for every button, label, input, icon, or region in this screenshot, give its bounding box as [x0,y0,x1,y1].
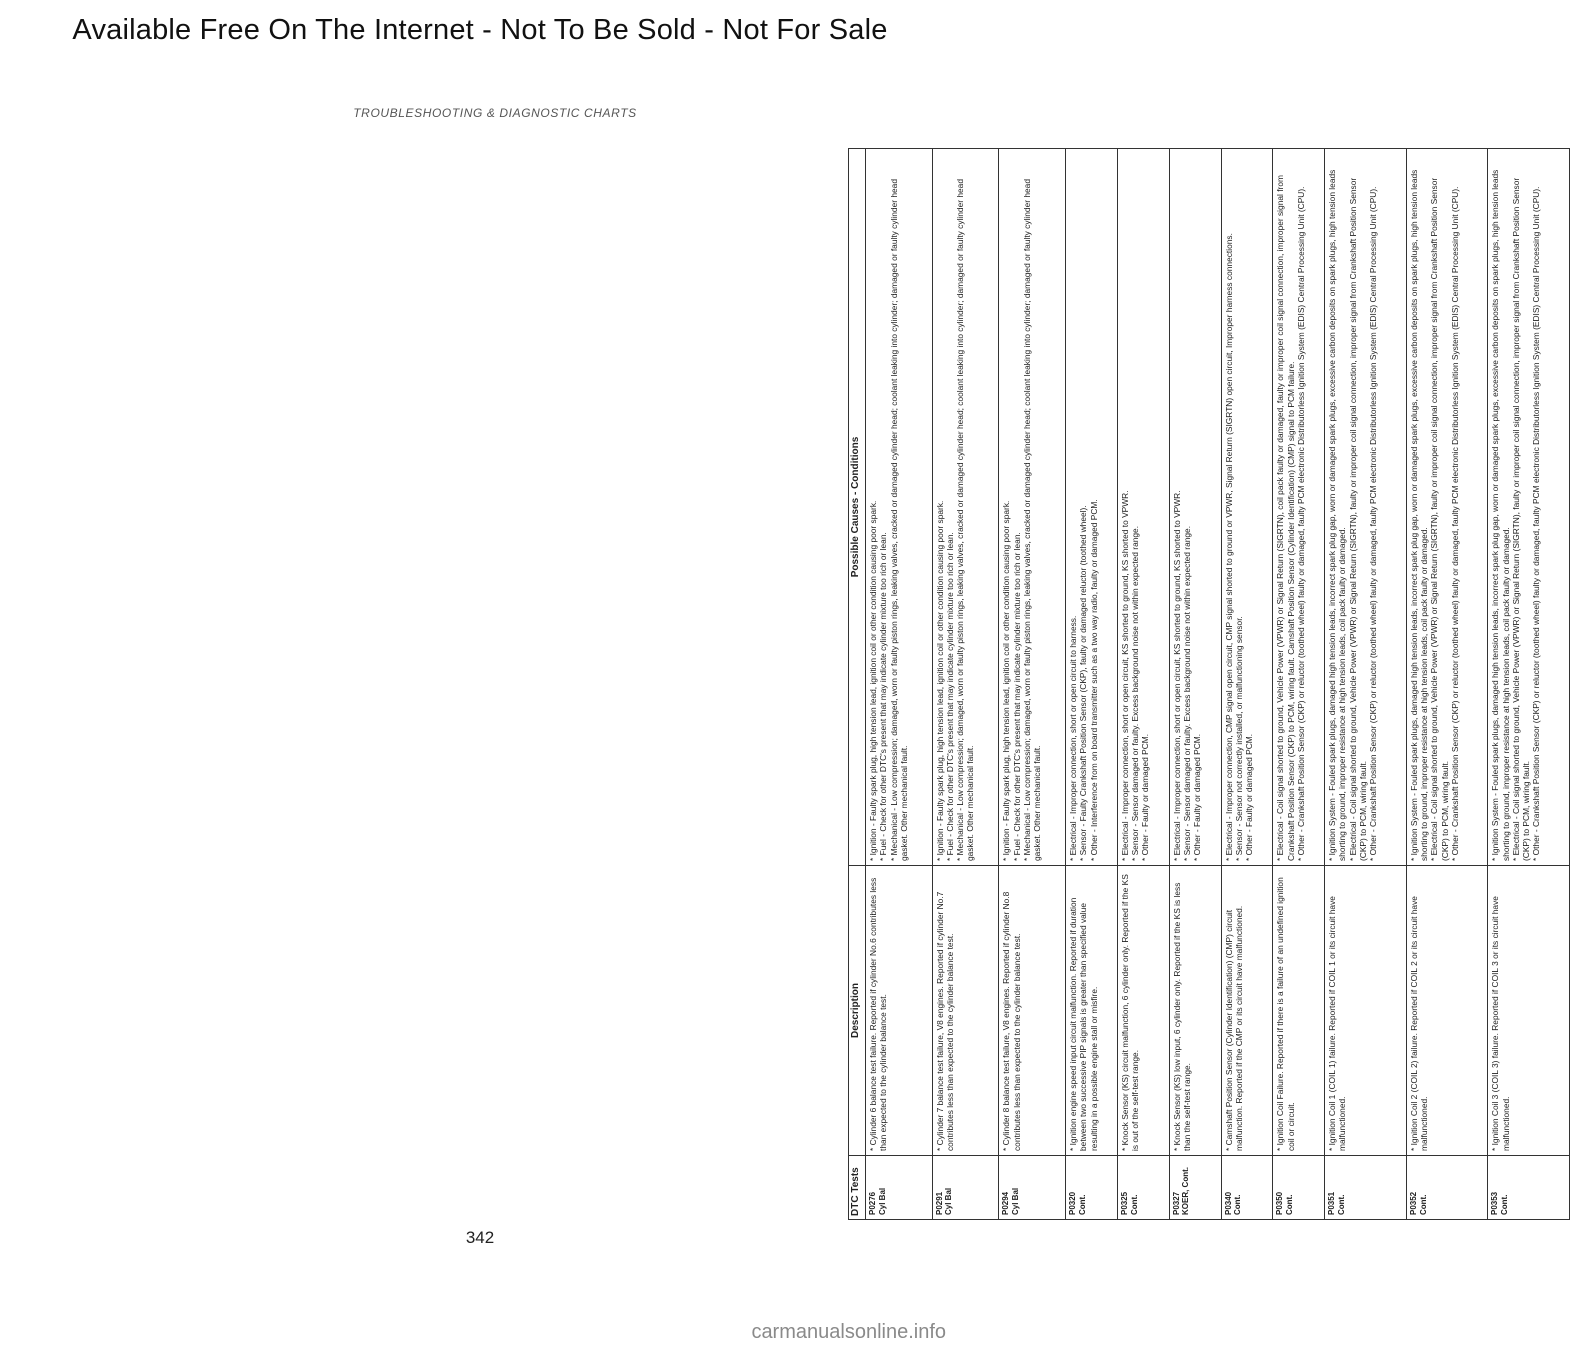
cause-line: * Electrical - Coil signal shorted to ground, Vehicle Power (VPWR) or Signal Return (SIGRTN), faulty or improper coil signal connection, improper signal from Crankshaft Position Sensor (CKP) to PCM, wiring fault. [1510,177,1532,861]
table-row [1406,149,1488,1220]
cause-line: * Ignition System - Fouled spark plugs, damaged high tension leads, incorrect spark plug gap, worn or damaged spark plugs, excessive carbon deposits on spark plugs, high tension leads shorting to ground, improper resistance at high tension leads, coil pack faulty or damaged. [1490,169,1511,861]
cause-line: * Other - Faulty or damaged PCM. [1244,733,1255,861]
dtc-code-line: Cyl Bal [944,1187,954,1215]
cause-line: * Other - Crankshaft Position Sensor (CKP) or reluctor (toothed wheel) faulty or damaged, faulty PCM electronic Distributorless Ignition System (EDIS) Central Processing Unit (CPU). [1531,186,1542,861]
dtc-code-cell [932,1156,999,1220]
dtc-code-cell [1325,1156,1407,1220]
header-description: Description [849,866,866,1156]
cause-line: * Electrical - Improper connection, short or open circuit, KS shorted to ground, KS shorted to VPWR. [1171,490,1182,861]
header-dtc-tests: DTC Tests [849,1156,866,1220]
cause-line: * Ignition - Faulty spark plug, high tension lead, ignition coil or other condition causing poor spark. [1001,500,1012,861]
cause-line: * Sensor - Sensor not correctly installed, or malfunctioning sensor. [1233,616,1244,861]
cause-line: * Electrical - Coil signal shorted to ground, Vehicle Power (VPWR) or Signal Return (SIGRTN), coil pack faulty or damaged, faulty or improper coil signal connection, improper signal from Crankshaft Position Sensor (CKP) to PCM, wiring fault. Camshaft Position Sensor (Cylinder Identification) (CMP) signal to PCM failure. [1275,175,1296,861]
table-row [999,149,1066,1220]
table-body [866,149,1570,1220]
cause-line: * Electrical - Improper connection, short or open circuit, KS shorted to ground, KS shorted to VPWR. [1119,490,1130,861]
dtc-code-line: KOER, Cont. [1181,1167,1191,1215]
dtc-causes-cell [932,149,999,866]
cause-line: * Mechanical - Low compression; damaged, worn or faulty piston rings, leaking valves, cracked or damaged cylinder head; coolant leaking into cylinder; damaged or faulty cylinder head gasket. Other mechanical fault. [955,179,976,861]
dtc-code-line: P0353 [1490,1191,1500,1215]
table-row [1117,149,1169,1220]
dtc-description-cell: * Cylinder 6 balance test failure. Reported if cylinder No.6 contributes less than expected to the cylinder balance test. [866,866,933,1156]
dtc-description-cell: * Ignition Coil 3 (COIL 3) failure. Reported if COIL 3 or its circuit have malfunctioned. [1488,866,1570,1156]
availability-banner: Available Free On The Internet - Not To Be Sold - Not For Sale [72,14,888,46]
dtc-code-line: P0351 [1327,1191,1337,1215]
table-row [1221,149,1273,1220]
dtc-code-line: Cont. [1233,1194,1243,1215]
dtc-description-cell: * Knock Sensor (KS) circuit malfunction, 6 cylinder only. Reported if the KS is out of the self-test range. [1117,866,1169,1156]
cause-line: * Other - Faulty or damaged PCM. [1192,733,1203,861]
cause-line: * Mechanical - Low compression; damaged, worn or faulty piston rings, leaking valves, cracked or damaged cylinder head; coolant leaking into cylinder; damaged or faulty cylinder head gasket. Other mechanical fault. [1021,179,1043,861]
dtc-code-cell [866,1156,933,1220]
dtc-code-line: Cont. [1500,1194,1510,1215]
dtc-code-line: P0352 [1408,1191,1418,1215]
cause-line: * Ignition - Faulty spark plug, high tension lead, ignition coil or other condition causing poor spark. [868,500,878,861]
dtc-code-line: Cyl Bal [877,1187,887,1215]
table-row [1066,149,1118,1220]
dtc-causes-cell [1221,149,1273,866]
table-row [932,149,999,1220]
dtc-code-cell [1406,1156,1488,1220]
header-possible-causes: Possible Causes - Conditions [849,149,866,866]
dtc-code-line: Cont. [1285,1194,1295,1215]
site-watermark: carmanualsonline.info [751,1321,946,1343]
dtc-description-cell: * Ignition engine speed input circuit malfunction. Reported if duration between two successive PIP signals is greater than specified value resulting in a possible engine stall or misfire. [1066,866,1118,1156]
dtc-description-cell: * Ignition Coil 2 (COIL 2) failure. Reported if COIL 2 or its circuit have malfunctioned. [1406,866,1488,1156]
cause-line: * Fuel - Check for other DTC's present that may indicate cylinder mixture too rich or lean. [1011,532,1022,861]
dtc-code-cell [1169,1156,1221,1220]
cause-line: * Fuel - Check for other DTC's present that may indicate cylinder mixture too rich or lean. [878,532,889,861]
cause-line: * Ignition - Faulty spark plug, high tension lead, ignition coil or other condition causing poor spark. [934,500,945,861]
cause-line: * Other - Faulty or damaged PCM. [1140,733,1151,861]
cause-line: * Other - Crankshaft Position Sensor (CKP) or reluctor (toothed wheel) faulty or damaged, faulty PCM electronic Distributorless Ignition System (EDIS) Central Processing Unit (CPU). [1295,186,1306,861]
dtc-code-cell [1066,1156,1118,1220]
cause-line: * Electrical - Coil signal shorted to ground, Vehicle Power (VPWR) or Signal Return (SIGRTN), faulty or improper coil signal connection, improper signal from Crankshaft Position Sensor (CKP) to PCM, wiring fault. [1347,177,1368,861]
dtc-code-line: Cont. [1418,1194,1428,1215]
dtc-code-cell [1273,1156,1325,1220]
dtc-code-line: P0294 [1001,1191,1011,1215]
dtc-description-cell: * Ignition Coil Failure. Reported if there is a failure of an undefined ignition coil or circuit. [1273,866,1325,1156]
page-number: 342 [465,1228,495,1247]
dtc-code-line: P0325 [1119,1191,1129,1215]
dtc-causes-cell [1488,149,1570,866]
cause-line: * Electrical - Improper connection, CMP signal open circuit, CMP signal shorted to ground or VPWR, Signal Return (SIGRTN) open circuit, Improper harness connections. [1223,233,1234,861]
cause-line: * Other - Interference from on board transmitter such as a two way radio, faulty or damaged PCM. [1088,499,1099,861]
dtc-description-cell: * Ignition Coil 1 (COIL 1) failure. Reported if COIL 1 or its circuit have malfunctioned. [1325,866,1407,1156]
dtc-description-cell: * Knock Sensor (KS) low input, 6 cylinder only. Reported if the KS is less than the self-test range. [1169,866,1221,1156]
cause-line: * Electrical - Coil signal shorted to ground, Vehicle Power (VPWR) or Signal Return (SIGRTN), faulty or improper coil signal connection, improper signal from Crankshaft Position Sensor (CKP) to PCM, wiring fault. [1429,177,1450,861]
chart-section-title: TROUBLESHOOTING & DIAGNOSTIC CHARTS [353,106,637,120]
dtc-code-line: P0276 [868,1191,877,1215]
table-row [1488,149,1570,1220]
dtc-code-cell [999,1156,1066,1220]
table-row [1169,149,1221,1220]
cause-line: * Other - Crankshaft Position Sensor (CKP) or reluctor (toothed wheel) faulty or damaged, faulty PCM electronic Distributorless Ignition System (EDIS) Central Processing Unit (CPU). [1368,186,1379,861]
dtc-causes-cell [999,149,1066,866]
cause-line: * Electrical - Improper connection, short or open circuit to harness. [1068,615,1079,861]
dtc-causes-cell [1406,149,1488,866]
dtc-description-cell: * Camshaft Position Sensor (Cylinder Identification) (CMP) circuit malfunction. Reported if the CMP or its circuit have malfunctioned. [1221,866,1273,1156]
dtc-causes-cell [1169,149,1221,866]
dtc-code-line: P0350 [1275,1191,1285,1215]
cause-line: * Ignition System - Fouled spark plugs, damaged high tension leads, incorrect spark plug gap, worn or damaged spark plugs, excessive carbon deposits on spark plugs, high tension leads shorting to ground, improper resistance at high tension leads, coil pack faulty or damaged. [1327,169,1348,861]
dtc-code-cell [1488,1156,1570,1220]
rotated-table-container [848,148,1570,1220]
dtc-causes-cell [1117,149,1169,866]
cause-line: * Sensor - Sensor damaged or faulty. Excess background noise not within expected range. [1181,525,1192,861]
dtc-causes-cell [866,149,933,866]
dtc-code-cell [1221,1156,1273,1220]
dtc-code-line: P0327 [1171,1191,1181,1215]
table-row [866,149,933,1220]
cause-line: * Other - Crankshaft Position Sensor (CKP) or reluctor (toothed wheel) faulty or damaged, faulty PCM electronic Distributorless Ignition System (EDIS) Central Processing Unit (CPU). [1449,186,1460,861]
dtc-code-line: Cont. [1336,1194,1346,1215]
dtc-causes-cell [1066,149,1118,866]
dtc-code-line: P0340 [1223,1191,1233,1215]
dtc-code-line: P0291 [934,1191,944,1215]
dtc-code-line: P0320 [1068,1191,1078,1215]
dtc-code-line: Cyl Bal [1011,1187,1021,1215]
dtc-description-cell: * Cylinder 7 balance test failure, V8 engines. Reported if cylinder No.7 contributes less than expected to the cylinder balance test. [932,866,999,1156]
dtc-causes-cell [1273,149,1325,866]
dtc-code-cell [1117,1156,1169,1220]
dtc-code-line: Cont. [1129,1194,1139,1215]
dtc-table [848,148,1570,1220]
table-row [1325,149,1407,1220]
cause-line: * Sensor - Sensor damaged or faulty. Excess background noise not within expected range. [1130,525,1141,861]
dtc-causes-cell [1325,149,1407,866]
table-header-row [849,149,866,1220]
dtc-table-frame [126,148,1542,1220]
cause-line: * Mechanical - Low compression; damaged, worn or faulty piston rings, leaking valves, cracked or damaged cylinder head; coolant leaking into cylinder; damaged or faulty cylinder head gasket. Other mechanical fault. [888,179,909,861]
dtc-code-line: Cont. [1077,1194,1087,1215]
dtc-description-cell: * Cylinder 8 balance test failure, V8 engines. Reported if cylinder No.8 contributes less than expected to the cylinder balance test. [999,866,1066,1156]
cause-line: * Sensor - Faulty Crankshaft Position Sensor (CKP), faulty or damaged reluctor (toothed wheel). [1078,505,1089,861]
table-row [1273,149,1325,1220]
cause-line: * Ignition System - Fouled spark plugs, damaged high tension leads, incorrect spark plug gap, worn or damaged spark plugs, excessive carbon deposits on spark plugs, high tension leads shorting to ground, improper resistance at high tension leads, coil pack faulty or damaged. [1408,169,1430,861]
cause-line: * Fuel - Check for other DTC's present that may indicate cylinder mixture too rich or lean. [944,532,955,861]
